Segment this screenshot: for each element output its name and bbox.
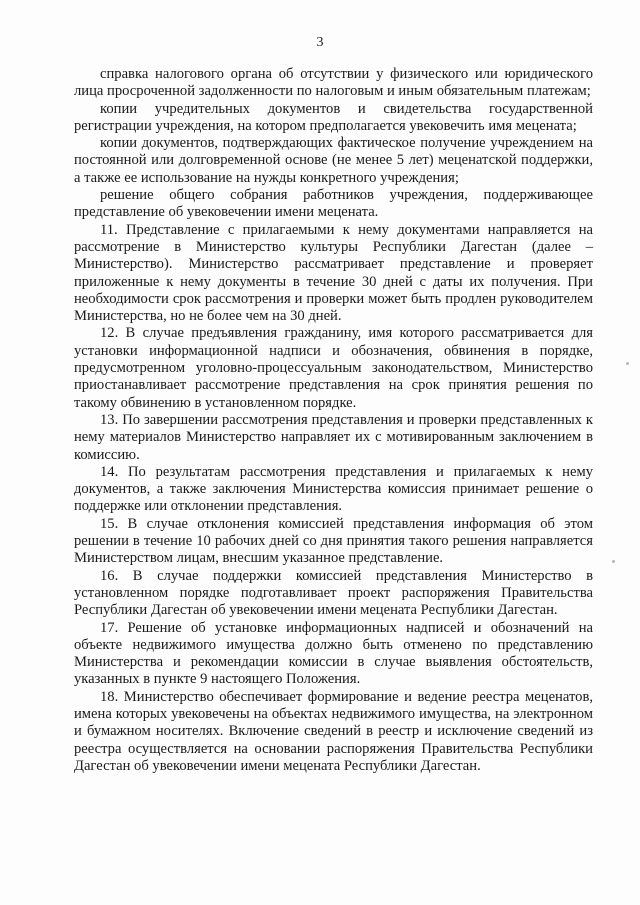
paragraph-item-17: 17. Решение об установке информационных надписей и обозначений на объекте недвижимого имущества должно быть отменено по представлению Министерства и рекомендации комиссии в случае выявления обстоятельств, указанных в пункте 9 настоящего Положения. [74, 619, 593, 688]
document-body [74, 66, 593, 775]
paragraph-item-14: 14. По результатам рассмотрения представления и прилагаемых к нему документов, а также заключения Министерства комиссия принимает решение о поддержке или отклонении представления. [74, 463, 593, 515]
paragraph-item-16: 16. В случае поддержки комиссией представления Министерство в установленном порядке подготавливает проект распоряжения Правительства Республики Дагестан об увековечении имени мецената Республики Дагестан. [74, 567, 593, 619]
paragraph-founding-documents: копии учредительных документов и свидетельства государственной регистрации учреждения, на котором предполагается увековечить имя мецената; [74, 100, 593, 134]
paragraph-item-13: 13. По завершении рассмотрения представления и проверки представленных к нему материалов Министерство направляет их с мотивированным заключением в комиссию. [74, 411, 593, 463]
page-number: 3 [316, 35, 324, 50]
paragraph-item-11: 11. Представление с прилагаемыми к нему документами направляется на рассмотрение в Министерство культуры Республики Дагестан (далее – Министерство). Министерство рассматривает представление и проверяет приложенные к нему документы в течение 30 дней с даты их получения. При необходимости срок рассмотрения и проверки может быть продлен руководителем Министерства, но не более чем на 30 дней. [74, 221, 593, 325]
scan-speck [612, 560, 615, 563]
paragraph-item-15: 15. В случае отклонения комиссией представления информация об этом решении в течение 10 рабочих дней со дня принятия такого решения направляется Министерством лицам, внесшим указанное представление. [74, 515, 593, 567]
paragraph-staff-decision: решение общего собрания работников учреждения, поддерживающее представление об увековечении имени мецената. [74, 187, 593, 221]
paragraph-item-12: 12. В случае предъявления гражданину, имя которого рассматривается для установки информационной надписи и обозначения, обвинения в порядке, предусмотренном уголовно-процессуальным законодательством, Министерство приостанавливает рассмотрение представления на срок принятия решения по такому обвинению в установленном порядке. [74, 325, 593, 411]
paragraph-tax-certificate: справка налогового органа об отсутствии у физического или юридического лица просроченной задолженности по налоговым и иным обязательным платежам; [74, 66, 593, 100]
scan-speck [626, 362, 629, 365]
paragraph-item-18: 18. Министерство обеспечивает формирование и ведение реестра меценатов, имена которых увековечены на объектах недвижимого имущества, на электронном и бумажном носителях. Включение сведений в реестр и исключение сведений из реестра осуществляется на основании распоряжения Правительства Республики Дагестан об увековечении имени мецената Республики Дагестан. [74, 688, 593, 774]
paragraph-support-documents: копии документов, подтверждающих фактическое получение учреждением на постоянной или долговременной основе (не менее 5 лет) меценатской поддержки, а также ее использование на нужды конкретного учреждения; [74, 135, 593, 186]
